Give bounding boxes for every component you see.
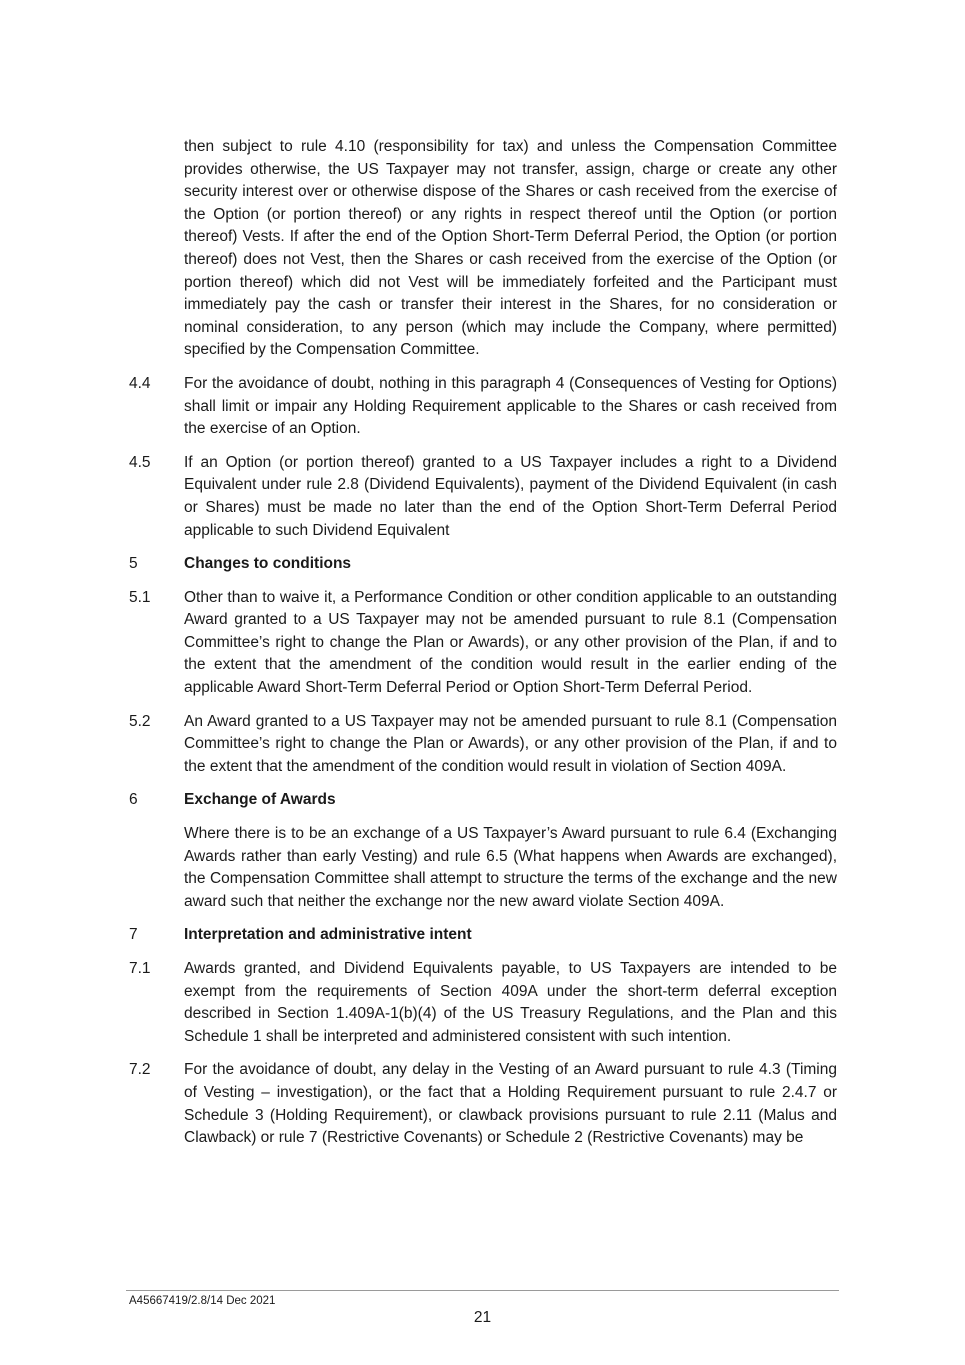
section-6-heading — [129, 789, 837, 812]
clause-5-1 — [129, 587, 837, 700]
section-title: Interpretation and administrative intent — [184, 926, 472, 944]
clause-4-4 — [129, 373, 837, 441]
clause-text: For the avoidance of doubt, any delay in the Vesting of an Award pursuant to rule 4.3 (Timing of Vesting – investigation), or the fact that a Holding Requirement pursuant to rule 2.4.7 or Schedule 3 (Holding Requirement), or clawback provisions pursuant to rule 2.11 (Malus and Clawback) or rule 7 (Restrictive Covenants) or Schedule 2 (Restrictive Covenants) may be — [184, 1061, 837, 1147]
clause-number: 7.1 — [129, 960, 151, 977]
clause-text: If an Option (or portion thereof) granted to a US Taxpayer includes a right to a Dividend Equivalent under rule 2.8 (Dividend Equivalents), payment of the Dividend Equivalent (in cash or Shares) must be made no later than the end of the Option Short-Term Deferral Period applicable to such Dividend Equivalent — [184, 453, 837, 539]
page-number: 21 — [473, 1309, 492, 1326]
clause-number: 7.2 — [129, 1061, 151, 1079]
clause-number: 4.5 — [129, 453, 151, 471]
continuation-paragraph: then subject to rule 4.10 (responsibility for tax) and unless the Compensation Committee provides otherwise, the US Taxpayer may not transfer, assign, charge or create any other security interest over or otherwise dispose of the Shares or cash received from the exercise of the Option (or portion thereof) or any rights in respect thereof until the Option (or portion thereof) Vests. If after the end of the Option Short-Term Deferral Period, the Option (or portion thereof) does not Vest, then the Shares or cash received from the exercise of the Option (or portion thereof) which did not Vest will be immediately forfeited and the Participant must immediately pay the cash or transfer their interest in the Shares, for no consideration or nominal consideration, to any person (which may include the Company, where permitted) specified by the Compensation Committee. — [184, 138, 837, 359]
clause-7-2 — [129, 1059, 837, 1149]
section-7-heading — [129, 924, 837, 947]
section-title: Exchange of Awards — [184, 791, 336, 809]
clause-text: An Award granted to a US Taxpayer may not be amended pursuant to rule 8.1 (Compensation Committee’s right to change the Plan or Awards), or any other provision of the Plan, if and to the extent that the amendment of the condition would result in violation of Section 409A. — [184, 712, 837, 775]
clause-7-1 — [129, 958, 837, 1048]
page-body — [129, 136, 837, 1150]
clause-4-5 — [129, 452, 837, 542]
document-reference: A45667419/2.8/14 Dec 2021 — [129, 1295, 276, 1307]
clause-5-2 — [129, 711, 837, 779]
clause-text: Other than to waive it, a Performance Condition or other condition applicable to an outstanding Award granted to a US Taxpayer may not be amended pursuant to rule 8.1 (Compensation Committee’s right to change the Plan or Awards), or any other provision of the Plan, if and to the extent that the amendment of the condition would result in the earlier ending of the applicable Award Short-Term Deferral Period or Option Short-Term Deferral Period. — [184, 588, 837, 697]
clause-text: Where there is to be an exchange of a US Taxpayer’s Award pursuant to rule 6.4 (Exchanging Awards rather than early Vesting) and rule 6.5 (What happens when Awards are exchanged), the Compensation Committee shall attempt to structure the terms of the exchange and the new award such that neither the exchange nor the new award violate Section 409A. — [184, 825, 837, 910]
section-number: 7 — [129, 926, 138, 944]
clause-number: 4.4 — [129, 374, 151, 392]
footer-divider — [126, 1290, 839, 1291]
clause-text: Awards granted, and Dividend Equivalents payable, to US Taxpayers are intended to be exempt from the requirements of Section 409A under the short-term deferral exception described in Section 1.409A-1(b)(4) of the US Treasury Regulations, and the Plan and this Schedule 1 shall be interpreted and administered consistent with such intention. — [184, 960, 837, 1045]
section-number: 5 — [129, 555, 138, 573]
section-title: Changes to conditions — [184, 555, 352, 573]
clause-number: 5.1 — [129, 588, 151, 606]
clause-text: For the avoidance of doubt, nothing in this paragraph 4 (Consequences of Vesting for Options) shall limit or impair any Holding Requirement applicable to the Shares or cash received from the exercise of an Option. — [184, 374, 837, 438]
section-5-heading — [129, 553, 837, 576]
clause-number: 5.2 — [129, 712, 151, 730]
section-number: 6 — [129, 791, 138, 809]
section-6-body — [129, 823, 837, 913]
